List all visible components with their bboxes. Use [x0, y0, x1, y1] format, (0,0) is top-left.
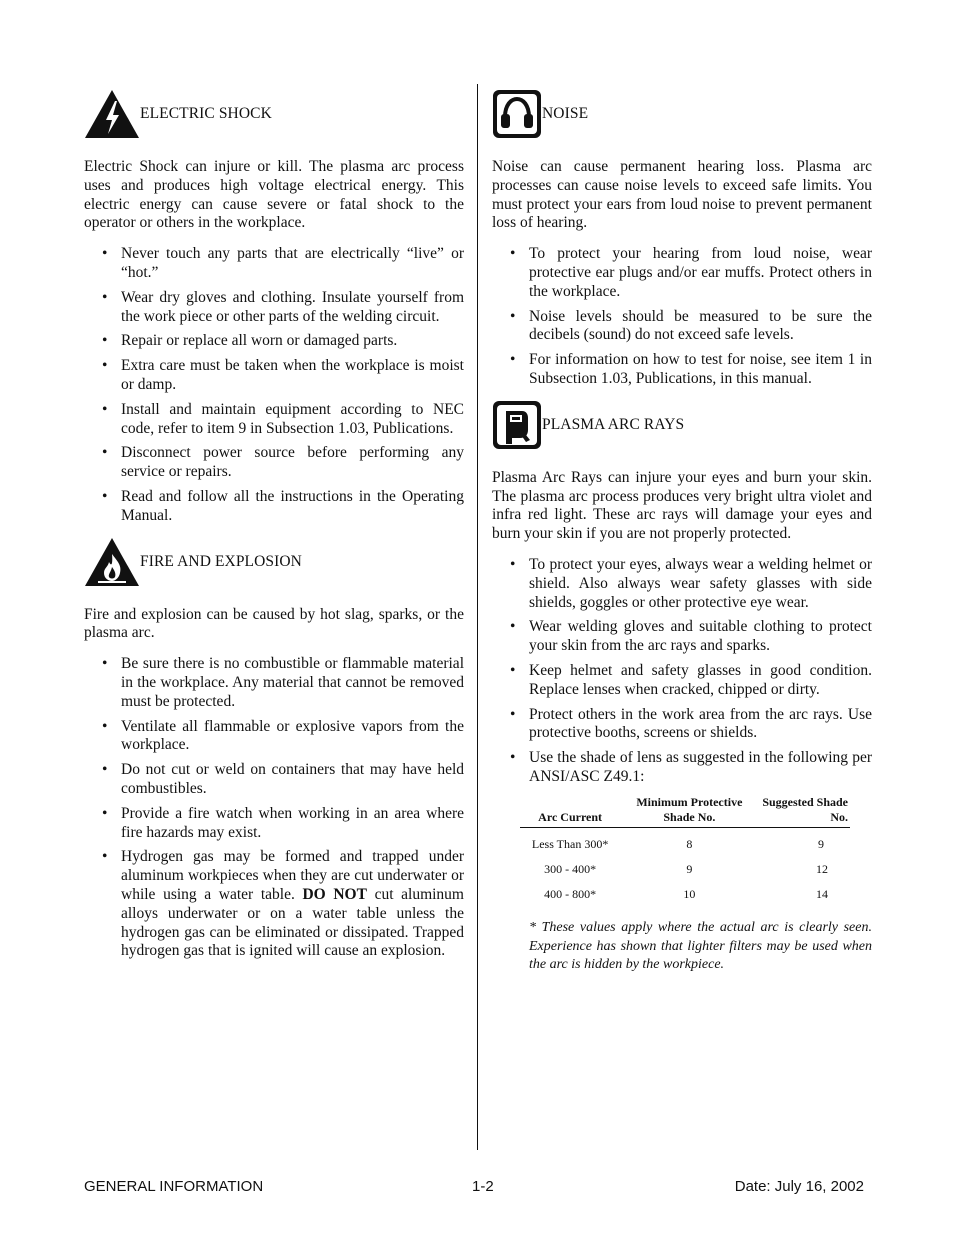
table-cell: 400 - 800*	[544, 886, 597, 901]
table-cell: 12	[816, 861, 828, 876]
table-cell: 9	[686, 861, 693, 876]
hydrogen-text-2: cut aluminum alloys underwater or on a water table unless the hydrogen gas can be eliminated or dissipated. Trapped hydrogen gas that is ignited will cause an explosion.	[121, 885, 464, 960]
list-item: • To protect your eyes, always wear a welding helmet or shield. Also always wear safety glasses with side shields, goggles or other protective eye wear.	[492, 556, 872, 612]
electric-shock-intro: Electric Shock can injure or kill. The plasma arc process uses and produces high voltage electrical energy. This electric energy can cause severe or fatal shock to the operator or others in the workplace.	[84, 158, 464, 232]
list-item: • Do not cut or weld on containers that may have held combustibles.	[84, 761, 464, 799]
list-item: • Never touch any parts that are electrically “live” or “hot.”	[84, 245, 464, 283]
electric-shock-warning-icon	[84, 89, 140, 139]
list-item: • To protect your hearing from loud noise, wear protective ear plugs and/or ear muffs. Protect others in the workplace.	[492, 245, 872, 301]
list-item	[84, 848, 464, 961]
noise-intro: Noise can cause permanent hearing loss. Plasma arc processes can cause noise levels to exceed safe limits. You must protect your ears from loud noise to prevent permanent loss of hearing.	[492, 158, 872, 232]
column-header: Arc Current	[520, 795, 620, 828]
table-cell: Less Than 300*	[531, 836, 609, 851]
electric-shock-title: ELECTRIC SHOCK	[140, 105, 272, 122]
page-number: 1-2	[472, 1178, 494, 1195]
list-item: • Provide a fire watch when working in an area where fire hazards may exist.	[84, 805, 464, 843]
list-item: • Be sure there is no combustible or flammable material in the workplace. Any material that cannot be removed must be protected.	[84, 655, 464, 711]
table-cell: 14	[816, 886, 828, 901]
column-header: Suggested Shade No.	[758, 795, 850, 828]
footer-date: Date: July 16, 2002	[734, 1178, 864, 1195]
list-item: • Repair or replace all worn or damaged parts.	[84, 332, 464, 351]
arc-rays-title: PLASMA ARC RAYS	[542, 415, 685, 433]
left-column	[84, 84, 464, 967]
list-item: • Read and follow all the instructions in the Operating Manual.	[84, 488, 464, 526]
table-header-row	[520, 795, 850, 828]
list-item: • Use the shade of lens as suggested in the following per ANSI/ASC Z49.1:	[492, 749, 872, 787]
list-item: • Wear welding gloves and suitable clothing to protect your skin from the arc rays and sparks.	[492, 618, 872, 656]
fire-intro: Fire and explosion can be caused by hot slag, sparks, or the plasma arc.	[84, 605, 464, 642]
shade-table	[520, 795, 850, 907]
table-cell: 10	[683, 886, 696, 901]
electric-shock-list	[84, 245, 464, 525]
electric-shock-heading	[84, 84, 464, 144]
list-item: • Disconnect power source before performing any service or repairs.	[84, 444, 464, 482]
table-row	[520, 857, 850, 882]
page-footer	[84, 1178, 864, 1198]
list-item: • Install and maintain equipment according to NEC code, refer to item 9 in Subsection 1.03, Publications.	[84, 401, 464, 439]
noise-list	[492, 245, 872, 389]
fire-list	[84, 655, 464, 961]
list-item: • Noise levels should be measured to be sure the decibels (sound) do not exceed safe levels.	[492, 308, 872, 346]
list-item: • Protect others in the work area from the arc rays. Use protective booths, screens or shields.	[492, 706, 872, 744]
list-item: • Ventilate all flammable or explosive vapors from the workplace.	[84, 718, 464, 756]
noise-heading	[492, 84, 872, 144]
column-divider	[477, 84, 478, 1150]
table-cell: 300 - 400*	[544, 861, 597, 876]
arc-rays-heading	[492, 395, 872, 455]
footer-section-title: GENERAL INFORMATION	[84, 1178, 264, 1195]
hydrogen-text-1: Hydrogen gas may be formed and trapped under aluminum workpieces when they are cut underwater or while using a water table.	[121, 848, 464, 903]
arc-rays-intro: Plasma Arc Rays can injure your eyes and burn your skin. The plasma arc process produces very bright ultra violet and infra red light. These arc rays will damage your eyes and burn your skin if you are not properly protected.	[492, 468, 872, 543]
arc-rays-list	[492, 556, 872, 787]
table-row	[520, 882, 850, 907]
list-item: • Keep helmet and safety glasses in good condition. Replace lenses when cracked, chipped or dirty.	[492, 662, 872, 700]
right-column	[492, 84, 872, 975]
table-cell: 9	[818, 836, 824, 851]
list-item: • Wear dry gloves and clothing. Insulate yourself from the work piece or other parts of the welding circuit.	[84, 289, 464, 327]
noise-title: NOISE	[542, 105, 589, 122]
fire-title: FIRE AND EXPLOSION	[140, 552, 302, 570]
table-row	[520, 827, 850, 857]
ear-protection-icon	[492, 89, 542, 139]
list-item: • Extra care must be taken when the workplace is moist or damp.	[84, 357, 464, 395]
column-header: Minimum Protective Shade No.	[620, 795, 758, 828]
table-footnote: * These values apply where the actual arc is clearly seen. Experience has shown that lighter filters may be used when the arc is hidden by the workpiece.	[529, 919, 872, 973]
do-not-emphasis: DO NOT	[302, 885, 367, 903]
fire-heading	[84, 532, 464, 592]
fire-warning-icon	[84, 537, 140, 587]
welding-helmet-icon	[492, 400, 542, 450]
list-item: • For information on how to test for noise, see item 1 in Subsection 1.03, Publications, in this manual.	[492, 351, 872, 389]
table-cell: 8	[686, 836, 693, 851]
